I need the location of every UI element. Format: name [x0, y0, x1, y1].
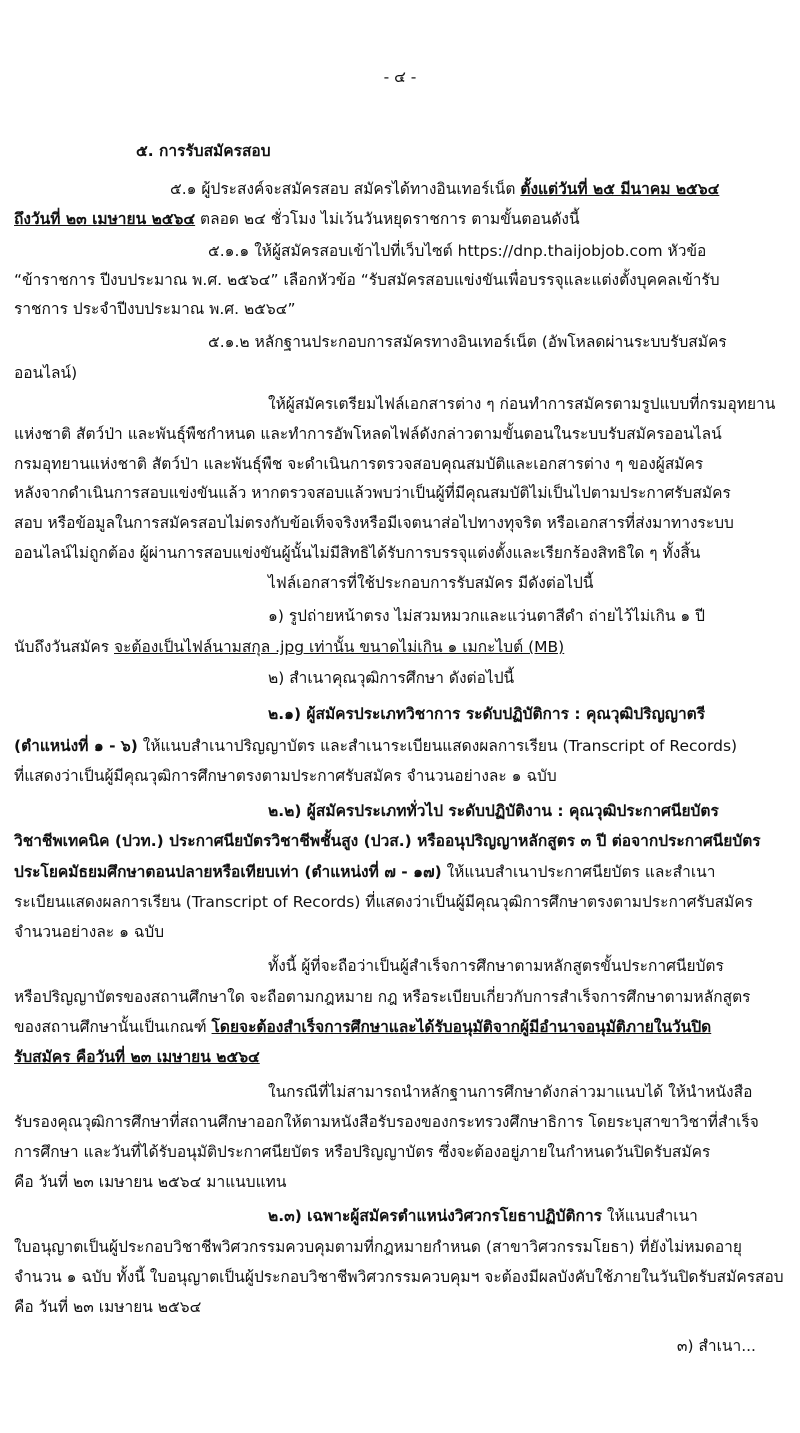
item-1-line-1: ๑) รูปถ่ายหน้าตรง ไม่สวมหมวกและแว่นตาสีดำ ถ่ายไว้ไม่เกิน ๑ ปี [268, 607, 705, 625]
prep-line-7: ไฟล์เอกสารที่ใช้ประกอบการรับสมัคร มีดังต่อไปนี้ [268, 574, 594, 592]
item-2-2-line-4: ระเบียนแสดงผลการเรียน (Transcript of Records) ที่แสดงว่าเป็นผู้มีคุณวุฒิการศึกษาตรงตามประกาศรับสมัคร [14, 893, 753, 911]
p51-text: ๕.๑ ผู้ประสงค์จะสมัครสอบ สมัครได้ทางอินเทอร์เน็ต [170, 180, 521, 198]
item-2-1-positions: (ตำแหน่งที่ ๑ - ๖) [14, 737, 138, 755]
item-2-3-text: ให้แนบสำเนา [601, 1207, 698, 1225]
item-2-2-heading: ๒.๒) ผู้สมัครประเภททั่วไป ระดับปฏิบัติงาน : คุณวุฒิประกาศนียบัตร [268, 802, 719, 820]
criteria-deadline: โดยจะต้องสำเร็จการศึกษาและได้รับอนุมัติจากผู้มีอำนาจอนุมัติภายในวันปิด [211, 1018, 712, 1036]
criteria-line-4: รับสมัคร คือวันที่ ๒๓ เมษายน ๒๕๖๔ [14, 1048, 260, 1066]
prep-line-5: สอบ หรือข้อมูลในการสมัครสอบไม่ตรงกับข้อเท็จจริงหรือมีเจตนาส่อไปทางทุจริต หรือเอกสารที่ส่งมาทางระบบ [14, 514, 734, 532]
alt-line-3: การศึกษา และวันที่ได้รับอนุมัติประกาศนียบัตร หรือปริญญาบัตร ซึ่งจะต้องอยู่ภายในกำหนดวันปิดรับสมัคร [14, 1143, 711, 1161]
p51-tail: ตลอด ๒๔ ชั่วโมง ไม่เว้นวันหยุดราชการ ตามขั้นตอนดังนี้ [195, 210, 580, 228]
item-2-2-text: ให้แนบสำเนาประกาศนียบัตร และสำเนา [441, 863, 716, 881]
paragraph-5-1-1-line-2: “ข้าราชการ ปีงบประมาณ พ.ศ. ๒๕๖๔” เลือกหัวข้อ “รับสมัครสอบแข่งขันเพื่อบรรจุและแต่งตั้งบุคคลเข้ารับ [14, 271, 720, 289]
prep-line-2: แห่งชาติ สัตว์ป่า และพันธุ์พืชกำหนด และทำการอัพโหลดไฟล์ดังกล่าวตามขั้นตอนในระบบรับสมัครออนไลน์ [14, 425, 722, 443]
item-2-1-heading: ๒.๑) ผู้สมัครประเภทวิชาการ ระดับปฏิบัติการ : คุณวุฒิปริญญาตรี [268, 705, 706, 723]
paragraph-5-1-line-2 [14, 208, 580, 230]
section-heading: ๕. การรับสมัครสอบ [136, 142, 271, 160]
p51-end-date: ถึงวันที่ ๒๓ เมษายน ๒๕๖๔ [14, 210, 196, 228]
alt-line-2: รับรองคุณวุฒิการศึกษาที่สถานศึกษาออกให้ตามหนังสือรับรองของกระทรวงศึกษาธิการ โดยระบุสาขาวิชาที่สำเร็จ [14, 1113, 759, 1131]
item-2-3-heading: ๒.๓) เฉพาะผู้สมัครตำแหน่งวิศวกรโยธาปฏิบัติการ [268, 1207, 602, 1225]
item-2-1-text: ให้แนบสำเนาปริญญาบัตร และสำเนาระเบียนแสดงผลการเรียน (Transcript of Records) [137, 737, 738, 755]
item-2-2-positions: ประโยคมัธยมศึกษาตอนปลายหรือเทียบเท่า (ตำแหน่งที่ ๗ - ๑๗) [14, 863, 442, 881]
paragraph-5-1-2-line-1: ๕.๑.๒ หลักฐานประกอบการสมัครทางอินเทอร์เน็ต (อัพโหลดผ่านระบบรับสมัคร [208, 333, 727, 351]
criteria-line-1: ทั้งนี้ ผู้ที่จะถือว่าเป็นผู้สำเร็จการศึกษาตามหลักสูตรขั้นประกาศนียบัตร [268, 957, 724, 975]
item-2-3-line-1 [268, 1205, 698, 1227]
alt-line-1: ในกรณีที่ไม่สามารถนำหลักฐานการศึกษาดังกล่าวมาแนบได้ ให้นำหนังสือ [268, 1083, 753, 1101]
item-1-line-2 [14, 636, 564, 658]
item-1-text: นับถึงวันสมัคร [14, 638, 114, 656]
criteria-line-3 [14, 1016, 711, 1038]
item-2-2-line-3 [14, 861, 715, 883]
item-2-2-line-5: จำนวนอย่างละ ๑ ฉบับ [14, 923, 165, 941]
page-number: - ๔ - [383, 68, 417, 86]
criteria-line-2: หรือปริญญาบัตรของสถานศึกษาใด จะถือตามกฎหมาย กฎ หรือระเบียบเกี่ยวกับการสำเร็จการศึกษาตามหลักสูตร [14, 988, 751, 1006]
prep-line-3: กรมอุทยานแห่งชาติ สัตว์ป่า และพันธุ์พืช จะดำเนินการตรวจสอบคุณสมบัติและเอกสารต่าง ๆ ของผู้สมัคร [14, 455, 704, 473]
paragraph-5-1-1-line-3: ราชการ ประจำปีงบประมาณ พ.ศ. ๒๕๖๔” [14, 300, 296, 318]
item-1-file-requirement: จะต้องเป็นไฟล์นามสกุล .jpg เท่านั้น ขนาดไม่เกิน ๑ เมกะไบต์ (MB) [114, 638, 565, 656]
item-2-3-line-2: ใบอนุญาตเป็นผู้ประกอบวิชาชีพวิศวกรรมควบคุมตามที่กฎหมายกำหนด (สาขาวิศวกรรมโยธา) ที่ยังไม่หมดอายุ [14, 1238, 742, 1256]
item-2-line-1: ๒) สำเนาคุณวุฒิการศึกษา ดังต่อไปนี้ [268, 669, 515, 687]
alt-line-4: คือ วันที่ ๒๓ เมษายน ๒๕๖๔ มาแนบแทน [14, 1173, 287, 1191]
prep-line-4: หลังจากดำเนินการสอบแข่งขันแล้ว หากตรวจสอบแล้วพบว่าเป็นผู้ที่มีคุณสมบัติไม่เป็นไปตามประกาศรับสมัคร [14, 484, 731, 502]
paragraph-5-1-line-1 [170, 178, 719, 200]
continuation-marker: ๓) สำเนา... [676, 1337, 756, 1355]
paragraph-5-1-2-line-2: ออนไลน์) [14, 364, 78, 382]
item-2-3-line-4: คือ วันที่ ๒๓ เมษายน ๒๕๖๔ [14, 1298, 202, 1316]
item-2-3-line-3: จำนวน ๑ ฉบับ ทั้งนี้ ใบอนุญาตเป็นผู้ประกอบวิชาชีพวิศวกรรมควบคุมฯ จะต้องมีผลบังคับใช้ภายในวันปิดรับสมัครสอบ [14, 1268, 784, 1286]
item-2-2-line-2: วิชาชีพเทคนิค (ปวท.) ประกาศนียบัตรวิชาชีพชั้นสูง (ปวส.) หรืออนุปริญญาหลักสูตร ๓ ปี ต่อจากประกาศนียบัตร [14, 832, 761, 850]
prep-line-1: ให้ผู้สมัครเตรียมไฟล์เอกสารต่าง ๆ ก่อนทำการสมัครตามรูปแบบที่กรมอุทยาน [268, 395, 776, 413]
paragraph-5-1-1-line-1: ๕.๑.๑ ให้ผู้สมัครสอบเข้าไปที่เว็บไซต์ https://dnp.thaijobjob.com หัวข้อ [208, 242, 707, 260]
prep-line-6: ออนไลน์ไม่ถูกต้อง ผู้ผ่านการสอบแข่งขันผู้นั้นไม่มีสิทธิได้รับการบรรจุแต่งตั้งและเรียกร้องสิทธิใด ๆ ทั้งสิ้น [14, 544, 701, 562]
criteria-text: ของสถานศึกษานั้นเป็นเกณฑ์ [14, 1018, 212, 1036]
p51-start-date: ตั้งแต่วันที่ ๒๕ มีนาคม ๒๕๖๔ [520, 180, 720, 198]
item-2-1-line-3: ที่แสดงว่าเป็นผู้มีคุณวุฒิการศึกษาตรงตามประกาศรับสมัคร จำนวนอย่างละ ๑ ฉบับ [14, 767, 557, 785]
item-2-1-line-2 [14, 735, 737, 757]
